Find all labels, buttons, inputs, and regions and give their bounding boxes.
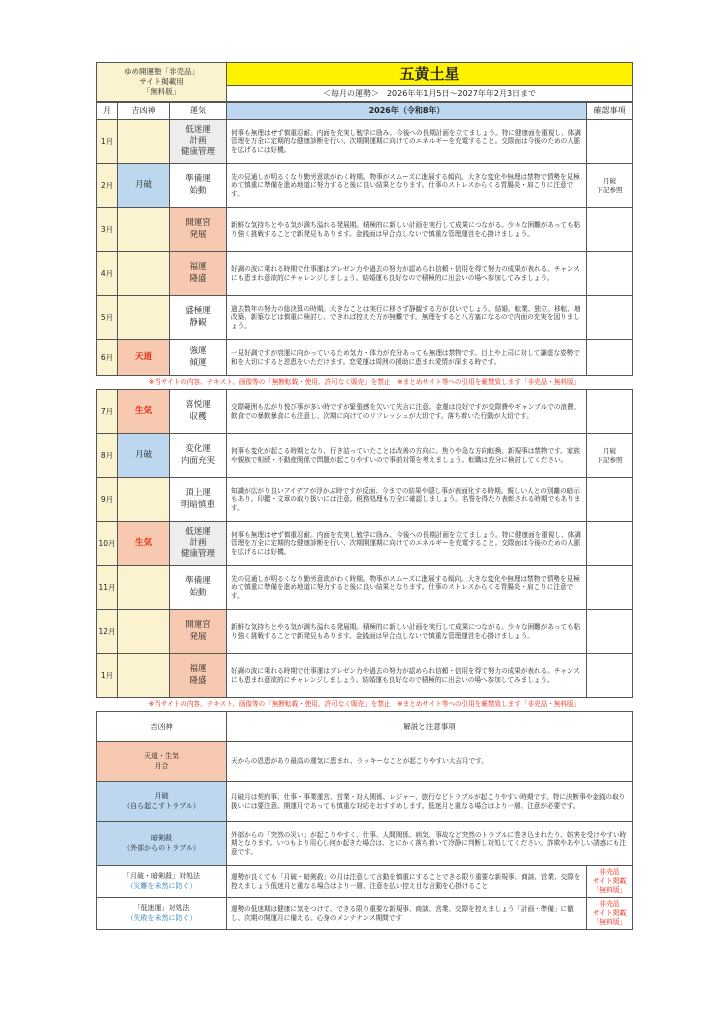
description-cell: 好調の波に乗れる時期で仕事運はプレゼン力や過去の努力が認められ信頼・信用を得て努力の成果が表れる。チャンスにも恵まれ意欲的にチャレンジしましょう。結婚運も良好なので積極的に出会いの場へ参加してみましょう。 bbox=[227, 654, 587, 698]
fortune-line: 傾運 bbox=[189, 357, 207, 368]
kichi-cell bbox=[118, 478, 170, 522]
legend-header-row bbox=[97, 712, 633, 742]
fortune-line: 静観 bbox=[189, 317, 207, 328]
promo-line: 非売品 bbox=[599, 868, 620, 877]
description-cell: 交際範囲も広がり悦び事が多い時ですが緊張感を欠いて失言に注意。金運は良好ですが交際費やギャンブルでの浪費、飲食での暴飲暴食にも注意し、次期に向けてのリフレッシュが大切です。落ち着いた行動が大切です。 bbox=[227, 390, 587, 434]
org-line-2: サイト掲載用 bbox=[139, 76, 184, 86]
monthly-table bbox=[96, 102, 633, 711]
legend-text: 月破月は契約事、仕事・事業運営、営業・対人関係、レジャー、旅行などトラブルが起こりやすい時期です。特に決断事や金銭の取り扱いには要注意。開運月であっても慎重な対応をおすすめします。低迷月と重なる場合はより一層、注意が必要です。 bbox=[227, 782, 633, 822]
legend-name bbox=[97, 898, 227, 930]
fortune-line: 収穫 bbox=[189, 411, 207, 422]
legend-name-line: 月合 bbox=[154, 761, 169, 770]
month-row bbox=[97, 164, 633, 208]
fortune-line: 健康管理 bbox=[180, 147, 215, 158]
month-row bbox=[97, 610, 633, 654]
fortune-line: 変化運 bbox=[185, 444, 211, 455]
promo-line: 「無料版」 bbox=[592, 917, 627, 926]
month-row bbox=[97, 390, 633, 434]
month-row bbox=[97, 340, 633, 376]
period-subtitle: ＜毎月の運勢＞ 2026年年1月5日～2027年年2月3日まで bbox=[227, 86, 633, 102]
legend-table bbox=[96, 711, 633, 930]
check-line: 月破 bbox=[603, 177, 616, 186]
fortune-line: 隆盛 bbox=[189, 675, 207, 686]
notice-row bbox=[97, 376, 633, 390]
fortune-line: 盛極運 bbox=[185, 306, 211, 317]
fortune-line: 発展 bbox=[189, 631, 207, 642]
legend-name bbox=[97, 822, 227, 866]
fortune-line: 低迷運 bbox=[185, 526, 211, 537]
legend-text: 天からの恩恵があり最高の運気に恵まれ、ラッキーなことが起こりやすい大吉月です。 bbox=[227, 742, 633, 782]
kichi-cell: 月破 bbox=[118, 434, 170, 478]
month-row bbox=[97, 296, 633, 340]
check-cell bbox=[587, 434, 633, 478]
kichi-cell: 生気 bbox=[118, 390, 170, 434]
notice-row bbox=[97, 698, 633, 712]
promo-line: サイト掲載 bbox=[592, 909, 627, 918]
sheet-title: 五黄土星 bbox=[227, 63, 633, 86]
fortune-line: 始動 bbox=[189, 185, 207, 196]
fortune-cell bbox=[170, 208, 227, 252]
legend-text: 外部からの「突然の災い」が起こりやすく、仕事、人間関係、病気、事故など突然のトラブルに巻き込まれたり、妨害を受けやすい時期となります。いつもより用心し何か起きた場合は、とにかく落ち着いて冷静に判断し対処してください。詐欺やあやしい誘惑にも注意です。 bbox=[227, 822, 633, 866]
month-cell: 12月 bbox=[97, 610, 118, 654]
month-row bbox=[97, 120, 633, 164]
description-cell: 先の見通しが明るくなり勤労意欲がわく時期。物事がスムーズに進展する傾向。大きな変化や無理は禁物で情勢を見極めて慎重に準備を進め地道に努力すると後に良い結果となります。仕事のストレスからくる胃腸炎・肩こりに注意です。 bbox=[227, 566, 587, 610]
kichi-cell bbox=[118, 610, 170, 654]
legend-promo bbox=[587, 866, 633, 898]
legend-name-line: 「低迷運」対処法 bbox=[133, 904, 190, 913]
fortune-cell bbox=[170, 434, 227, 478]
description-cell: 一見好調ですが衰運に向かっているため気力・体力が充分あっても無理は禁物です。目上や上司に対して謙虚な姿勢で和を大切にすると恩恵をいただけます。恋愛運は周囲の援助に恵まれ愛情が深まる時です。 bbox=[227, 340, 587, 376]
notice-text: ※当サイトの内容、テキスト、画像等の「無断転載・使用、許可なく販売」を禁止 ※まとめサイト等への引用を厳禁致します「非売品・無料版」 bbox=[148, 378, 581, 387]
kichi-cell bbox=[118, 208, 170, 252]
legend-text: 運勢の低迷期は健康に気をつけて、できる限り重要な新規事、商談、営業、交際を控えましょう「計画・準備」に徹し、次期の開運月に備える。心身のメンテナンス期間です bbox=[227, 898, 587, 930]
month-cell: 4月 bbox=[97, 252, 118, 296]
description-cell: 何事も変化が起こる時期となり、行き詰っていたことは改善の方向に。焦りや急な方向転換、新規事は禁物です。家族や親族で相続・不動産関係で問題が起こりやすいので事前対策を考えましょう。転職は充分に検討してください。 bbox=[227, 434, 587, 478]
check-cell bbox=[587, 164, 633, 208]
fortune-cell bbox=[170, 522, 227, 566]
month-cell: 2月 bbox=[97, 164, 118, 208]
col-month-header: 月 bbox=[97, 103, 118, 120]
legend-header-left: 吉凶神 bbox=[97, 712, 227, 742]
fortune-line: 準備運 bbox=[185, 576, 211, 587]
legend-header-right: 解説と注意事項 bbox=[227, 712, 633, 742]
fortune-line: 福運 bbox=[189, 664, 207, 675]
legend-row bbox=[97, 822, 633, 866]
legend-name bbox=[97, 866, 227, 898]
description-cell: 知識が広がり良いアイデアが浮かぶ時ですが反面、今までの結果や隠し事が表面化する時期。親しい人との別離の暗示もあり。印鑑・文章の取り扱いには注意。税務処理も万全に確認しましょう。名誉を得たり表彰される時期でもあります。 bbox=[227, 478, 587, 522]
month-cell: 11月 bbox=[97, 566, 118, 610]
col-kichi-header: 吉凶神 bbox=[118, 103, 170, 120]
legend-name-line: 暗剣殺 bbox=[151, 834, 172, 843]
legend-name-line: 月破 bbox=[154, 792, 169, 801]
kichi-cell: 月破 bbox=[118, 164, 170, 208]
month-row bbox=[97, 522, 633, 566]
promo-line: 非売品 bbox=[599, 900, 620, 909]
month-row bbox=[97, 208, 633, 252]
promo-line: 「無料版」 bbox=[592, 885, 627, 894]
legend-row bbox=[97, 782, 633, 822]
year-header: 2026年（令和8年） bbox=[227, 103, 587, 120]
fortune-cell bbox=[170, 654, 227, 698]
fortune-line: 準備運 bbox=[185, 174, 211, 185]
fortune-line: 頂上運 bbox=[185, 488, 211, 499]
fortune-cell bbox=[170, 390, 227, 434]
description-cell: 先の見通しが明るくなり勤労意欲がわく時期。物事がスムーズに進展する傾向。大きな変化や無理は禁物で情勢を見極めて慎重に準備を進め地道に努力すると後に良い結果となります。仕事のストレスからくる胃腸炎・肩こりに注意です。 bbox=[227, 164, 587, 208]
fortune-line: 開運宮 bbox=[185, 620, 211, 631]
check-cell bbox=[587, 610, 633, 654]
fortune-cell bbox=[170, 566, 227, 610]
check-cell bbox=[587, 296, 633, 340]
check-line: 下記参照 bbox=[596, 185, 623, 194]
legend-sub: （失敗を未然に防ぐ） bbox=[126, 913, 197, 922]
month-row bbox=[97, 434, 633, 478]
month-cell: 6月 bbox=[97, 340, 118, 376]
kichi-cell bbox=[118, 566, 170, 610]
month-cell: 1月 bbox=[97, 120, 118, 164]
kichi-cell: 天道 bbox=[118, 340, 170, 376]
notice-text: ※当サイトの内容、テキスト、画像等の「無断転載・使用、許可なく販売」を禁止 ※まとめサイト等への引用を厳禁致します「非売品・無料版」 bbox=[148, 700, 581, 709]
org-label bbox=[97, 63, 227, 102]
fortune-line: 隆盛 bbox=[189, 273, 207, 284]
kichi-cell bbox=[118, 252, 170, 296]
fortune-line: 福運 bbox=[189, 262, 207, 273]
month-cell: 1月 bbox=[97, 654, 118, 698]
fortune-line: 明暗慎重 bbox=[180, 499, 215, 510]
check-cell bbox=[587, 120, 633, 164]
fortune-line: 低迷運 bbox=[185, 124, 211, 135]
check-cell bbox=[587, 252, 633, 296]
description-cell: 新鮮な気持ちとやる気が満ち溢れる発展期。積極的に新しい計画を実行して成果につながる。少々な困難があっても粘り強く挑戦することで新発見もあります。金銭面は早合点しないで慎重な管理運営を心掛けましょう。 bbox=[227, 208, 587, 252]
fortune-line: 計画 bbox=[189, 537, 207, 548]
check-cell bbox=[587, 208, 633, 252]
month-row bbox=[97, 566, 633, 610]
check-cell bbox=[587, 390, 633, 434]
fortune-line: 喜悦運 bbox=[185, 400, 211, 411]
fortune-line: 開運宮 bbox=[185, 218, 211, 229]
legend-name-line: 「月破・暗剣殺」対処法 bbox=[123, 872, 200, 881]
org-line-3: 「無料版」 bbox=[142, 87, 181, 97]
legend-row bbox=[97, 742, 633, 782]
fortune-line: 強運 bbox=[189, 346, 207, 357]
fortune-cell bbox=[170, 252, 227, 296]
legend-sub: （災難を未然に防ぐ） bbox=[126, 881, 197, 890]
legend-name bbox=[97, 742, 227, 782]
legend-text: 運勢が良くても「月破・暗剣殺」の月は注意して言動を慎重にすることできる限り重要な新規事、商談、営業、交際を控えましょう低迷月と重なる場合はより一層、注意を払い控え目な言動を心掛けること bbox=[227, 866, 587, 898]
promo-line: サイト掲載 bbox=[592, 877, 627, 886]
month-cell: 8月 bbox=[97, 434, 118, 478]
legend-name-line: 天道・生気 bbox=[144, 752, 179, 761]
check-cell bbox=[587, 522, 633, 566]
fortune-cell bbox=[170, 120, 227, 164]
fortune-cell bbox=[170, 164, 227, 208]
fortune-sheet bbox=[96, 62, 632, 930]
month-cell: 7月 bbox=[97, 390, 118, 434]
fortune-line: 発展 bbox=[189, 229, 207, 240]
legend-row bbox=[97, 898, 633, 930]
check-cell bbox=[587, 566, 633, 610]
legend-name-line: （外部からのトラブル） bbox=[123, 843, 200, 852]
month-row bbox=[97, 478, 633, 522]
check-cell bbox=[587, 478, 633, 522]
header-table bbox=[96, 62, 633, 102]
legend-name bbox=[97, 782, 227, 822]
fortune-cell bbox=[170, 610, 227, 654]
legend-promo bbox=[587, 898, 633, 930]
description-cell: 好調の波に乗れる時期で仕事運はプレゼン力や過去の努力が認められ信頼・信用を得て努力の成果が表れる。チャンスにも恵まれ意欲的にチャレンジしましょう。結婚運も良好なので積極的に出会いの場へ参加してみましょう。 bbox=[227, 252, 587, 296]
description-cell: 何事も無理はせず慎重忍耐。内面を充実し勉学に励み、今後への長期計画を立てましょう。特に健康面を重視し、体調管理を万全に定期的な健康診断を行い、次期開運期に向けてのエネルギーを充電すること。交際面は今後のための人脈を広げるには好機。 bbox=[227, 522, 587, 566]
kichi-cell: 生気 bbox=[118, 522, 170, 566]
month-row bbox=[97, 252, 633, 296]
fortune-cell bbox=[170, 340, 227, 376]
org-line-1: ゆめ開運塾「非売品」 bbox=[124, 66, 199, 76]
fortune-line: 始動 bbox=[189, 587, 207, 598]
fortune-cell bbox=[170, 296, 227, 340]
check-line: 下記参照 bbox=[596, 455, 623, 464]
check-cell bbox=[587, 654, 633, 698]
month-cell: 3月 bbox=[97, 208, 118, 252]
fortune-cell bbox=[170, 478, 227, 522]
kichi-cell bbox=[118, 120, 170, 164]
col-fortune-header: 運気 bbox=[170, 103, 227, 120]
col-check-header: 確認事項 bbox=[587, 103, 633, 120]
month-row bbox=[97, 654, 633, 698]
fortune-line: 健康管理 bbox=[180, 549, 215, 560]
description-cell: 新鮮な気持ちとやる気が満ち溢れる発展期。積極的に新しい計画を実行して成果につながる。少々な困難があっても粘り強く挑戦することで新発見もあります。金銭面は早合点しないで慎重な管理運営を心掛けましょう。 bbox=[227, 610, 587, 654]
month-cell: 5月 bbox=[97, 296, 118, 340]
fortune-line: 内面充実 bbox=[180, 455, 215, 466]
check-cell bbox=[587, 340, 633, 376]
check-line: 月破 bbox=[603, 447, 616, 456]
kichi-cell bbox=[118, 654, 170, 698]
description-cell: 何事も無理はせず慎重忍耐。内面を充実し勉学に励み、今後への長期計画を立てましょう。特に健康面を重視し、体調管理を万全に定期的な健康診断を行い、次期開運期に向けてのエネルギーを充電すること。交際面は今後のための人脈を広げるには好機。 bbox=[227, 120, 587, 164]
description-cell: 過去数年の努力の総決算の時期。大きなことは実行に移さず静観する方が良いでしょう。結婚、転業、独立、移転、増改築、新築などは慎重に検討し、できれば控えた方が無難です。無理をすると八方塞になるので内面の充実を図りましょう。 bbox=[227, 296, 587, 340]
legend-name-line: （自ら起こすトラブル） bbox=[123, 801, 200, 810]
month-cell: 10月 bbox=[97, 522, 118, 566]
legend-row bbox=[97, 866, 633, 898]
month-cell: 9月 bbox=[97, 478, 118, 522]
kichi-cell bbox=[118, 296, 170, 340]
fortune-line: 計画 bbox=[189, 135, 207, 146]
